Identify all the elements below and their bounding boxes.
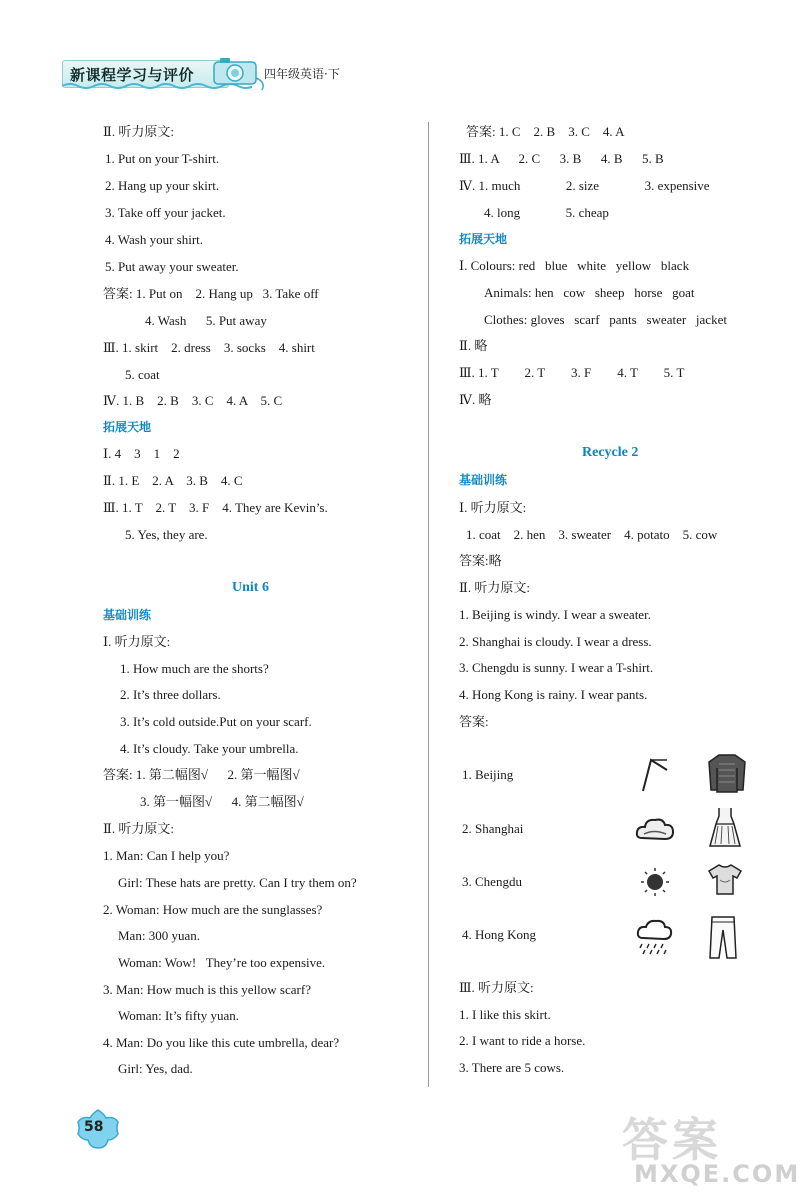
sunny-icon	[637, 866, 673, 898]
answer-line: 3. 第一幅图√ 4. 第二幅图√	[140, 794, 304, 809]
section-title: Ⅰ. 听力原文:	[459, 500, 527, 515]
dialogue-line: Woman: It’s fifty yuan.	[118, 1008, 239, 1023]
section-heading: 基础训练	[103, 608, 152, 622]
book-subtitle: 四年级英语·下	[264, 67, 340, 81]
answer-line: Ⅳ. 1. much 2. size 3. expensive	[459, 178, 710, 193]
answer-line: Ⅱ. 1. E 2. A 3. B 4. C	[103, 473, 243, 488]
dialogue-line: 2. Woman: How much are the sunglasses?	[103, 902, 323, 917]
unit-title: Unit 6	[232, 580, 269, 595]
city-label: 4. Hong Kong	[462, 927, 537, 942]
list-item: 1. I like this skirt.	[459, 1007, 551, 1022]
watermark-url: MXQE.COM	[634, 1160, 800, 1188]
dress-icon	[708, 806, 742, 848]
answer-line: Ⅳ. 1. B 2. B 3. C 4. A 5. C	[103, 393, 283, 408]
answer-line: 答案:	[459, 714, 489, 729]
answer-line: 4. long 5. cheap	[484, 205, 609, 220]
city-label: 3. Chengdu	[462, 874, 522, 889]
page-number: 58	[84, 1119, 104, 1135]
city-label: 1. Beijing	[462, 767, 514, 782]
list-item: 2. Shanghai is cloudy. I wear a dress.	[459, 634, 652, 649]
section-heading: 基础训练	[459, 473, 508, 487]
answer-line: Ⅱ. 略	[459, 338, 488, 353]
dialogue-line: Girl: These hats are pretty. Can I try them on?	[118, 875, 357, 890]
rainy-icon	[634, 918, 674, 958]
answer-line: Ⅲ. 1. T 2. T 3. F 4. They are Kevin’s.	[103, 500, 328, 515]
cloudy-icon	[634, 812, 676, 846]
answer-line: 答案:略	[459, 553, 502, 568]
sweater-icon	[707, 752, 747, 794]
dialogue-line: 1. Man: Can I help you?	[103, 848, 230, 863]
page-header	[62, 52, 402, 94]
answer-line: 4. Wash 5. Put away	[145, 313, 267, 328]
dialogue-line: 3. Man: How much is this yellow scarf?	[103, 982, 311, 997]
pants-icon	[707, 914, 739, 960]
list-item: 1. Beijing is windy. I wear a sweater.	[459, 607, 651, 622]
answer-line: 5. coat	[125, 367, 160, 382]
list-item: 2. Hang up your skirt.	[105, 178, 220, 193]
windy-icon	[633, 756, 673, 794]
city-label: 2. Shanghai	[462, 821, 524, 836]
section-heading: 拓展天地	[459, 232, 508, 246]
answer-line: Ⅲ. 1. T 2. T 3. F 4. T 5. T	[459, 365, 685, 380]
answer-line: Ⅰ. 4 3 1 2	[103, 446, 180, 461]
dialogue-line: Girl: Yes, dad.	[118, 1061, 193, 1076]
list-item: 5. Put away your sweater.	[105, 259, 239, 274]
section-title: Ⅱ. 听力原文:	[103, 124, 174, 139]
list-item: 3. Take off your jacket.	[105, 205, 226, 220]
section-heading: 拓展天地	[103, 420, 152, 434]
dialogue-line: 4. Man: Do you like this cute umbrella, dear?	[103, 1035, 340, 1050]
list-item: 2. I want to ride a horse.	[459, 1033, 586, 1048]
dialogue-line: Woman: Wow! They’re too expensive.	[118, 955, 326, 970]
answer-line: Animals: hen cow sheep horse goat	[484, 285, 695, 300]
answer-line: 答案: 1. 第二幅图√ 2. 第一幅图√	[103, 767, 300, 782]
answer-line: Ⅲ. 1. skirt 2. dress 3. socks 4. shirt	[103, 340, 315, 355]
section-title: Ⅱ. 听力原文:	[459, 580, 530, 595]
list-item: 2. It’s three dollars.	[120, 687, 221, 702]
answer-line: Clothes: gloves scarf pants sweater jacket	[484, 312, 727, 327]
list-item: 3. There are 5 cows.	[459, 1060, 565, 1075]
answer-line: Ⅲ. 1. A 2. C 3. B 4. B 5. B	[459, 151, 664, 166]
list-item: 4. Hong Kong is rainy. I wear pants.	[459, 687, 648, 702]
list-item: 1. Put on your T-shirt.	[105, 151, 220, 166]
list-item: 4. Wash your shirt.	[105, 232, 204, 247]
answer-line: Ⅰ. Colours: red blue white yellow black	[459, 258, 690, 273]
unit-title: Recycle 2	[582, 445, 639, 460]
watermark-logo: 答案	[622, 1113, 722, 1167]
answer-line: 答案: 1. C 2. B 3. C 4. A	[466, 124, 625, 139]
list-item: 3. Chengdu is sunny. I wear a T-shirt.	[459, 660, 654, 675]
answer-line: Ⅳ. 略	[459, 392, 492, 407]
section-title: Ⅰ. 听力原文:	[103, 634, 171, 649]
dialogue-line: Man: 300 yuan.	[118, 928, 200, 943]
list-item: 4. It’s cloudy. Take your umbrella.	[120, 741, 299, 756]
tshirt-icon	[708, 862, 742, 896]
list-item: 1. How much are the shorts?	[120, 661, 269, 676]
answer-line: 1. coat 2. hen 3. sweater 4. potato 5. cow	[466, 527, 718, 542]
list-item: 3. It’s cold outside.Put on your scarf.	[120, 714, 312, 729]
answer-line: 5. Yes, they are.	[125, 527, 208, 542]
section-title: Ⅱ. 听力原文:	[103, 821, 174, 836]
column-divider	[428, 122, 429, 1087]
section-title: Ⅲ. 听力原文:	[459, 980, 534, 995]
book-title: 新课程学习与评价	[70, 66, 195, 84]
answer-line: 答案: 1. Put on 2. Hang up 3. Take off	[103, 286, 319, 301]
